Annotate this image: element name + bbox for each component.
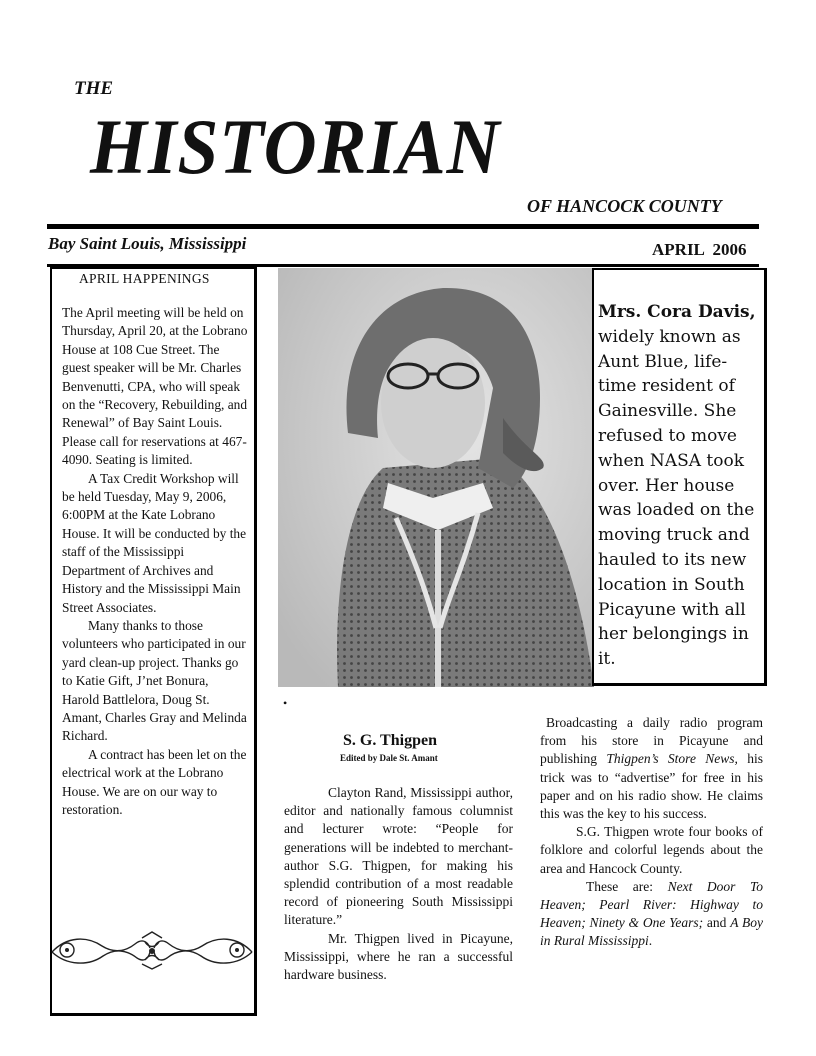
caption-lead: Mrs. Cora Davis, [598,302,756,322]
article-title: S. G. Thigpen [343,732,437,749]
article-column-1 [284,784,513,984]
masthead-rule-top [47,224,759,229]
sidebar-paragraph: Many thanks to those volunteers who participated in our yard clean-up project. Thanks go to Katie Gift, J’net Bonura, Harold Battlelora, Doug St. Amant, Charles Gray and Melinda Richard. [62,617,247,744]
bullet-mark: • [283,696,288,710]
article-paragraph [540,714,763,823]
sidebar-paragraph: A Tax Credit Workshop will be held Tuesday, May 9, 2006, 6:00PM at the Kate Lobrano House. It will be conducted by the staff of the Mississippi Department of Archives and History and the Mississippi Main Street Associates. [62,470,247,615]
article-text: Broadcasting a daily radio program from his store in Picayune and publishing [540,715,763,767]
article-text-italic: Thigpen’s Store News, [606,751,738,767]
article-text: . [648,933,653,949]
newsletter-subtitle: OF HANCOCK COUNTY [527,196,722,216]
article-text: These are: [586,878,668,894]
decorative-scroll-ornament-icon [47,930,257,970]
article-paragraph [540,878,763,951]
article-text-italic: A Boy in Rural Mississippi [540,915,763,949]
sidebar-heading: APRIL HAPPENINGS [79,271,210,286]
sidebar-text [62,304,248,819]
sidebar-paragraph: The April meeting will be held on Thursday, April 20, at the Lobrano House at 108 Cue Street. The guest speaker will be Mr. Charles Benvenutti, CPA, who will speak on the “Recovery, Rebuilding, and Renewal” of Bay Saint Louis. Please call for reservations at 467-4090. Seating is limited. [62,305,248,468]
photo-caption [598,300,764,672]
caption-body: widely known as Aunt Blue, life-time resident of Gainesville. She refused to move when NASA took over. Her house was loaded on the moving truck and hauled to its new location in South Picayune with all her belongings in it. [598,326,755,670]
article-text: and [703,915,731,931]
article-text: his trick was to “advertise” for free in his paper and on his radio show. He claims this was the key to his success. [540,751,763,822]
newsletter-title: HISTORIAN [90,103,501,190]
article-column-2 [540,714,763,951]
issue-date: APRIL 2006 [652,240,747,259]
portrait-photo [278,268,594,687]
article-paragraph: S.G. Thigpen wrote four books of folklore and colorful legends about the area and Hancock County. [540,824,763,876]
article-paragraph: Clayton Rand, Mississippi author, editor and nationally famous columnist and lecturer wrote: “People for generations will be indebted to merchant-author S.G. Thigpen, for making his splendid contribution of a most readable record of pioneering South Mississippi literature.” [284,785,513,928]
article-byline: Edited by Dale St. Amant [340,753,438,763]
article-paragraph: Mr. Thigpen lived in Picayune, Mississippi, where he ran a successful hardware business. [284,930,513,983]
masthead-the: THE [74,78,114,99]
location-line: Bay Saint Louis, Mississippi [48,234,247,253]
sidebar-paragraph: A contract has been let on the electrical work at the Lobrano House. We are on our way to restoration. [62,746,247,817]
article-text-italic: Next Door To Heaven; Pearl River: Highway to Heaven; Ninety & One Years; [540,878,764,931]
